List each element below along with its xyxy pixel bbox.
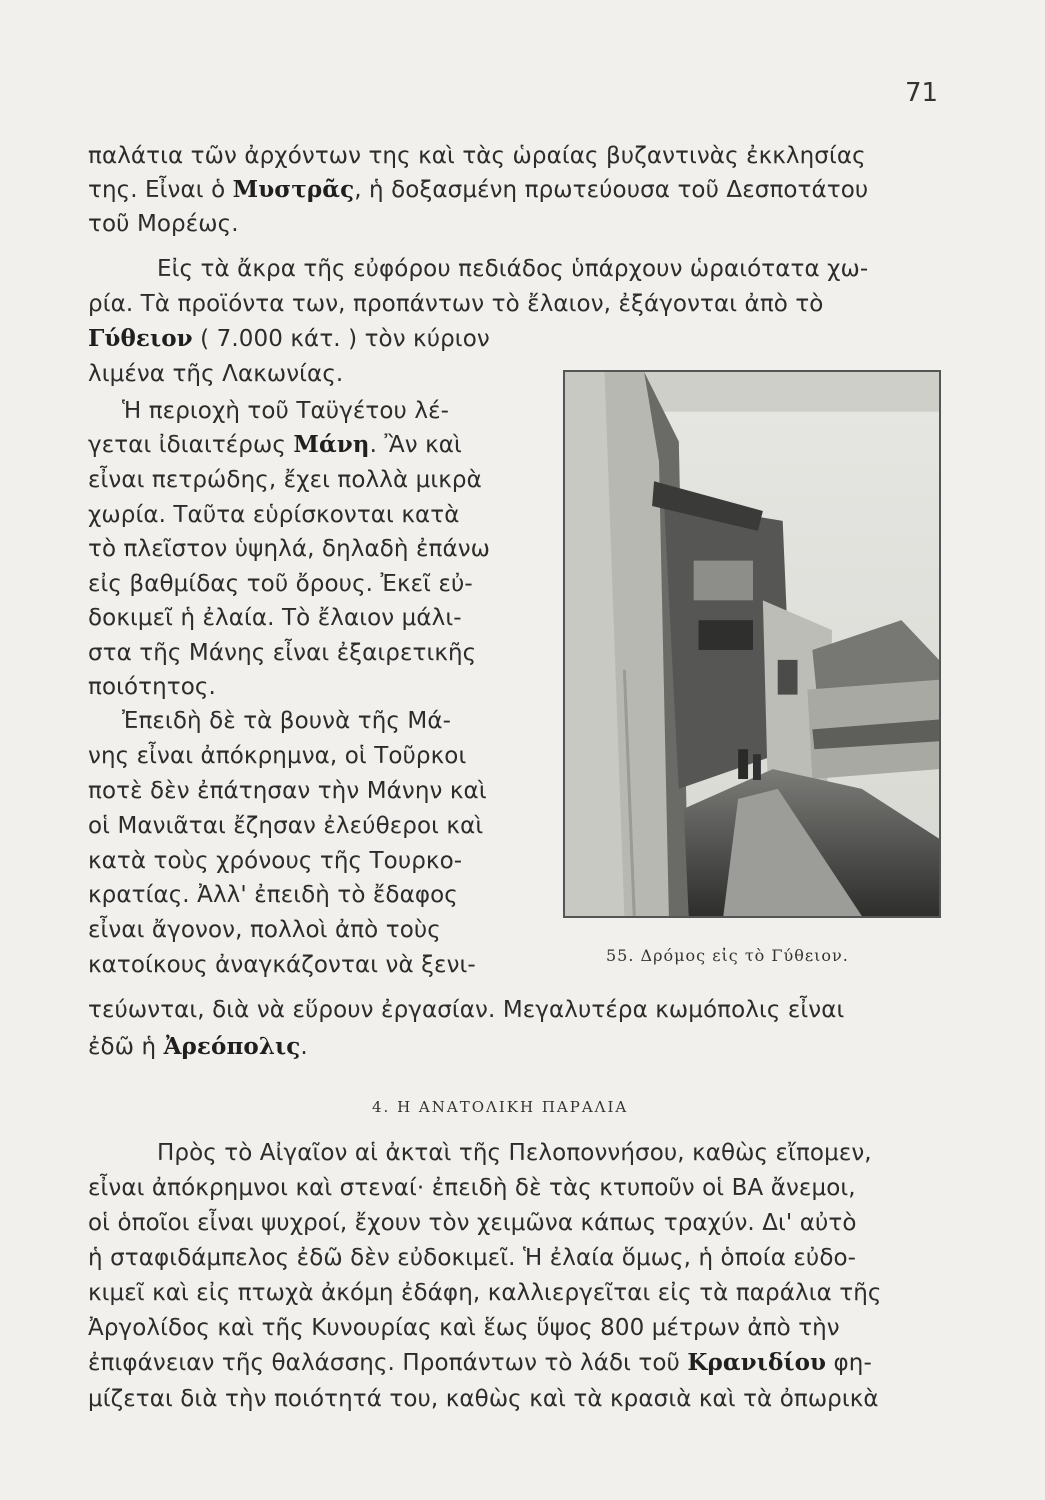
text-line: Πρὸς τὸ Αἰγαῖον αἱ ἀκταὶ τῆς Πελοποννήσου, καθὼς εἴπομεν,	[157, 1140, 872, 1166]
text-line: κιμεῖ καὶ εἰς πτωχὰ ἀκόμη ἐδάφη, καλλιεργεῖται εἰς τὰ παράλια τῆς	[88, 1280, 882, 1306]
text-line: νης εἶναι ἀπόκρημνα, οἱ Τοῦρκοι	[88, 743, 467, 769]
text-line: παλάτια τῶν ἀρχόντων της καὶ τὰς ὡραίας βυζαντινὰς ἐκκλησίας	[88, 143, 866, 169]
text-line: ποιότητος.	[88, 674, 216, 700]
text-line: εἶναι ἀπόκρημνοι καὶ στεναί· ἐπειδὴ δὲ τὰς κτυποῦν οἱ ΒΑ ἄνεμοι,	[88, 1175, 856, 1201]
place-name: Ἀρεόπολις	[163, 1033, 301, 1060]
text-line: κατὰ τοὺς χρόνους τῆς Τουρκο-	[88, 848, 463, 874]
place-name: Μάνη	[293, 431, 370, 458]
text-line: γεται ἰδιαιτέρως Μάνη. Ἂν καὶ	[88, 431, 462, 458]
text-line: κατοίκους ἀναγκάζονται νὰ ξενι-	[88, 952, 476, 978]
photo-caption: 55. Δρόμος εἰς τὸ Γύθειον.	[606, 946, 849, 965]
street-photo	[563, 370, 941, 918]
text-line: ἐδῶ ἡ Ἀρεόπολις.	[88, 1033, 308, 1060]
text-line: μίζεται διὰ τὴν ποιότητά του, καθὼς καὶ τὰ κρασιὰ καὶ τὰ ὀπωρικὰ	[88, 1386, 879, 1412]
place-name: Κρανιδίου	[687, 1349, 827, 1376]
text-line: οἱ ὁποῖοι εἶναι ψυχροί, ἔχουν τὸν χειμῶνα κάπως τραχύν. Δι' αὐτὸ	[88, 1210, 857, 1236]
text-line: Εἰς τὰ ἄκρα τῆς εὐφόρου πεδιάδος ὑπάρχουν ὡραιότατα χω-	[157, 256, 869, 282]
text-line: τοῦ Μορέως.	[88, 211, 239, 237]
text-line: Ἡ περιοχὴ τοῦ Ταϋγέτου λέ-	[122, 398, 450, 424]
text-line: κρατίας. Ἀλλ' ἐπειδὴ τὸ ἔδαφος	[88, 882, 458, 908]
place-name: Γύθειον	[88, 325, 193, 352]
text-line: δοκιμεῖ ἡ ἐλαία. Τὸ ἔλαιον μάλι-	[88, 605, 462, 631]
text-line: εἶναι πετρώδης, ἔχει πολλὰ μικρὰ	[88, 467, 482, 493]
text-line: ἡ σταφιδάμπελος ἐδῶ δὲν εὐδοκιμεῖ. Ἡ ἐλαία ὅμως, ἡ ὁποία εὐδο-	[88, 1245, 857, 1271]
text-line: Γύθειον ( 7.000 κάτ. ) τὸν κύριον	[88, 325, 490, 352]
text-line: εἰς βαθμίδας τοῦ ὄρους. Ἐκεῖ εὐ-	[88, 571, 473, 597]
text-line: εἶναι ἄγονον, πολλοὶ ἀπὸ τοὺς	[88, 917, 441, 943]
text-line: τὸ πλεῖστον ὑψηλά, δηλαδὴ ἐπάνω	[88, 536, 491, 562]
section-heading: 4. Η ΑΝΑΤΟΛΙΚΗ ΠΑΡΑΛΙΑ	[372, 1098, 629, 1116]
text-line: λιμένα τῆς Λακωνίας.	[88, 361, 344, 387]
text-line: ρία. Τὰ προϊόντα των, προπάντων τὸ ἔλαιον, ἐξάγονται ἀπὸ τὸ	[88, 291, 824, 317]
text-line: ἐπιφάνειαν τῆς θαλάσσης. Προπάντων τὸ λάδι τοῦ Κρανιδίου φη-	[88, 1349, 872, 1376]
photo-illustration	[565, 372, 939, 916]
text-line: στα τῆς Μάνης εἶναι ἐξαιρετικῆς	[88, 640, 477, 666]
text-line: τεύωνται, διὰ νὰ εὕρουν ἐργασίαν. Μεγαλυτέρα κωμόπολις εἶναι	[88, 997, 845, 1023]
text-line: χωρία. Ταῦτα εὑρίσκονται κατὰ	[88, 502, 460, 528]
text-line: ποτὲ δὲν ἐπάτησαν τὴν Μάνην καὶ	[88, 778, 487, 804]
text-line: Ἐπειδὴ δὲ τὰ βουνὰ τῆς Μά-	[122, 708, 452, 734]
text-line: Ἀργολίδος καὶ τῆς Κυνουρίας καὶ ἕως ὕψος 800 μέτρων ἀπὸ τὴν	[88, 1315, 840, 1341]
text-line: της. Εἶναι ὁ Μυστρᾶς, ἡ δοξασμένη πρωτεύουσα τοῦ Δεσποτάτου	[88, 176, 869, 203]
page-number: 71	[905, 78, 939, 108]
text-line: οἱ Μανιᾶται ἔζησαν ἐλεύθεροι καὶ	[88, 813, 484, 839]
place-name: Μυστρᾶς	[232, 176, 355, 203]
